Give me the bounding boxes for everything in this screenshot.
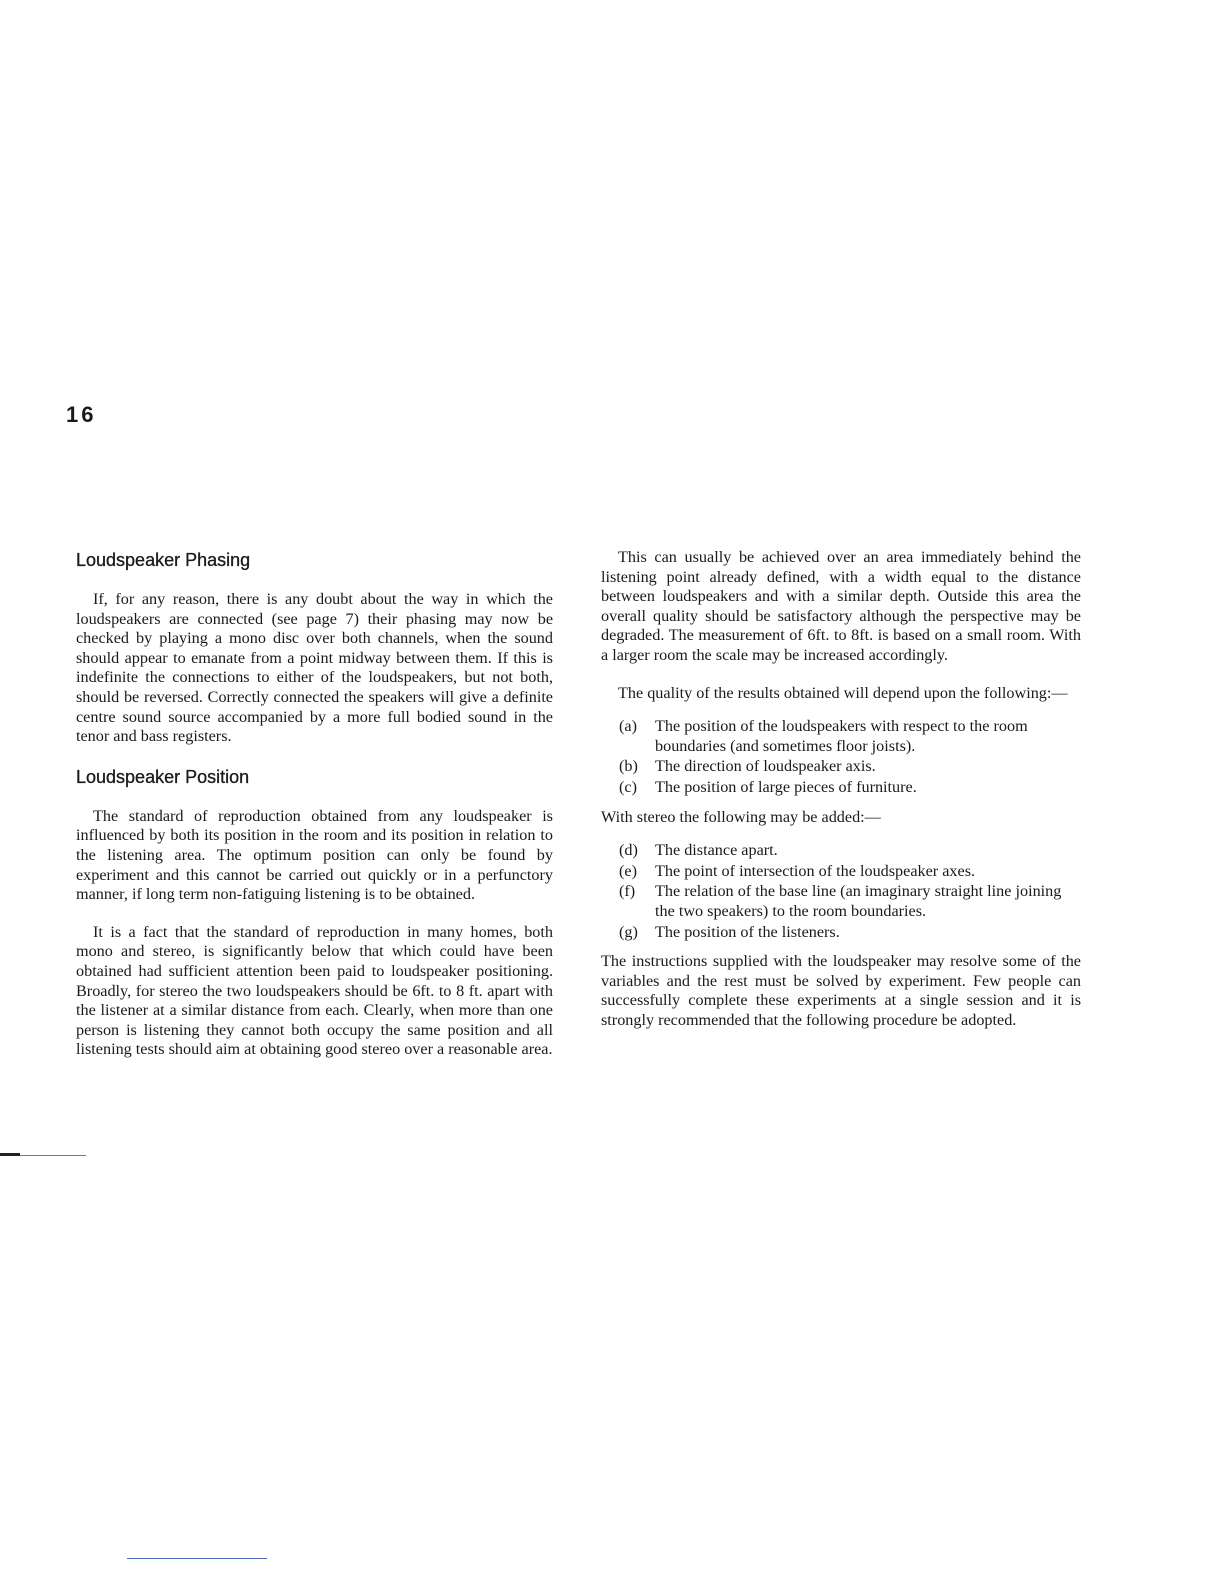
list-item-label: (b) [619,757,638,776]
list-item [601,923,1081,943]
area-paragraph: This can usually be achieved over an area immediately behind the listening point already defined, with a width equal to the distance between loudspeakers and with a similar depth. Outside this area the overall quality should be satisfactory although the perspective may be degraded. The measurement of 6ft. to 8ft. is based on a small room. With a larger room the scale may be increased accordingly. [601,548,1081,664]
quality-intro-paragraph: The quality of the results obtained will depend upon the following:— [618,683,1068,702]
list-item-label: (d) [619,841,638,860]
list-item-label: (a) [619,717,637,736]
list-item-text: The distance apart. [655,841,778,860]
list-item-label: (e) [619,861,637,880]
list-item-label: (f) [619,882,636,901]
list-item-text: The position of the listeners. [655,922,840,941]
footer-rule [127,1558,267,1559]
list-item-text: The position of the loudspeakers with respect to the room boundaries (and sometimes floor joists). [655,717,1028,755]
position-paragraph-1: The standard of reproduction obtained from any loudspeaker is influenced by both its position in the room and its position in relation to the listening area. The optimum position can only be found by experiment and this cannot be carried out quickly or in a perfunctory manner, if long term non-fatiguing listening is to be obtained. [76,806,553,904]
position-paragraph-2: It is a fact that the standard of reproduction in many homes, both mono and stereo, is significantly below that which could have been obtained had sufficient attention been paid to loudspeaker positioning. Broadly, for stereo the two loudspeakers should be 6ft. to 8 ft. apart with the listener at a similar distance from each. Clearly, when more than one person is listening they cannot both occupy the same position and all listening tests should aim at obtaining good stereo over a reasonable area. [76,922,553,1059]
list-item-label: (c) [619,777,637,796]
list-item-text: The point of intersection of the loudspeaker axes. [655,861,976,880]
heading-loudspeaker-position: Loudspeaker Position [76,766,250,787]
phasing-paragraph: If, for any reason, there is any doubt about the way in which the loudspeakers are connected (see page 7) their phasing may now be checked by playing a mono disc over both channels, when the sound should appear to emanate from a point midway between them. If this is indefinite the connections to either of the loudspeakers, but not both, should be reversed. Correctly connected the speakers will give a definite centre sound source accompanied by a more full bodied sound in the tenor and bass registers. [76,590,553,746]
list-item-text: The relation of the base line (an imaginary straight line joining the two speakers) to the room boundaries. [655,882,1062,920]
heading-loudspeaker-phasing: Loudspeaker Phasing [76,550,251,570]
divider-mark [0,1153,20,1156]
quality-factors-list [601,717,1081,797]
list-item-text: The direction of loudspeaker axis. [655,757,876,776]
list-item [601,841,1081,861]
list-item [601,778,1081,798]
left-column [76,548,553,1078]
page-number: 16 [66,402,97,427]
list-item [601,757,1081,777]
list-item-text: The position of large pieces of furniture. [655,777,917,796]
right-column [601,548,1081,1048]
list-item-label: (g) [619,922,638,941]
instructions-paragraph: The instructions supplied with the loudspeaker may resolve some of the variables and the rest must be solved by experiment. Few people can successfully complete these experiments at a single session and it is strongly recommended that the following procedure be adopted. [601,952,1081,1029]
stereo-intro: With stereo the following may be added:— [601,807,881,826]
list-item [601,862,1081,882]
list-item [601,717,1081,756]
stereo-factors-list [601,841,1081,942]
list-item [601,882,1081,921]
